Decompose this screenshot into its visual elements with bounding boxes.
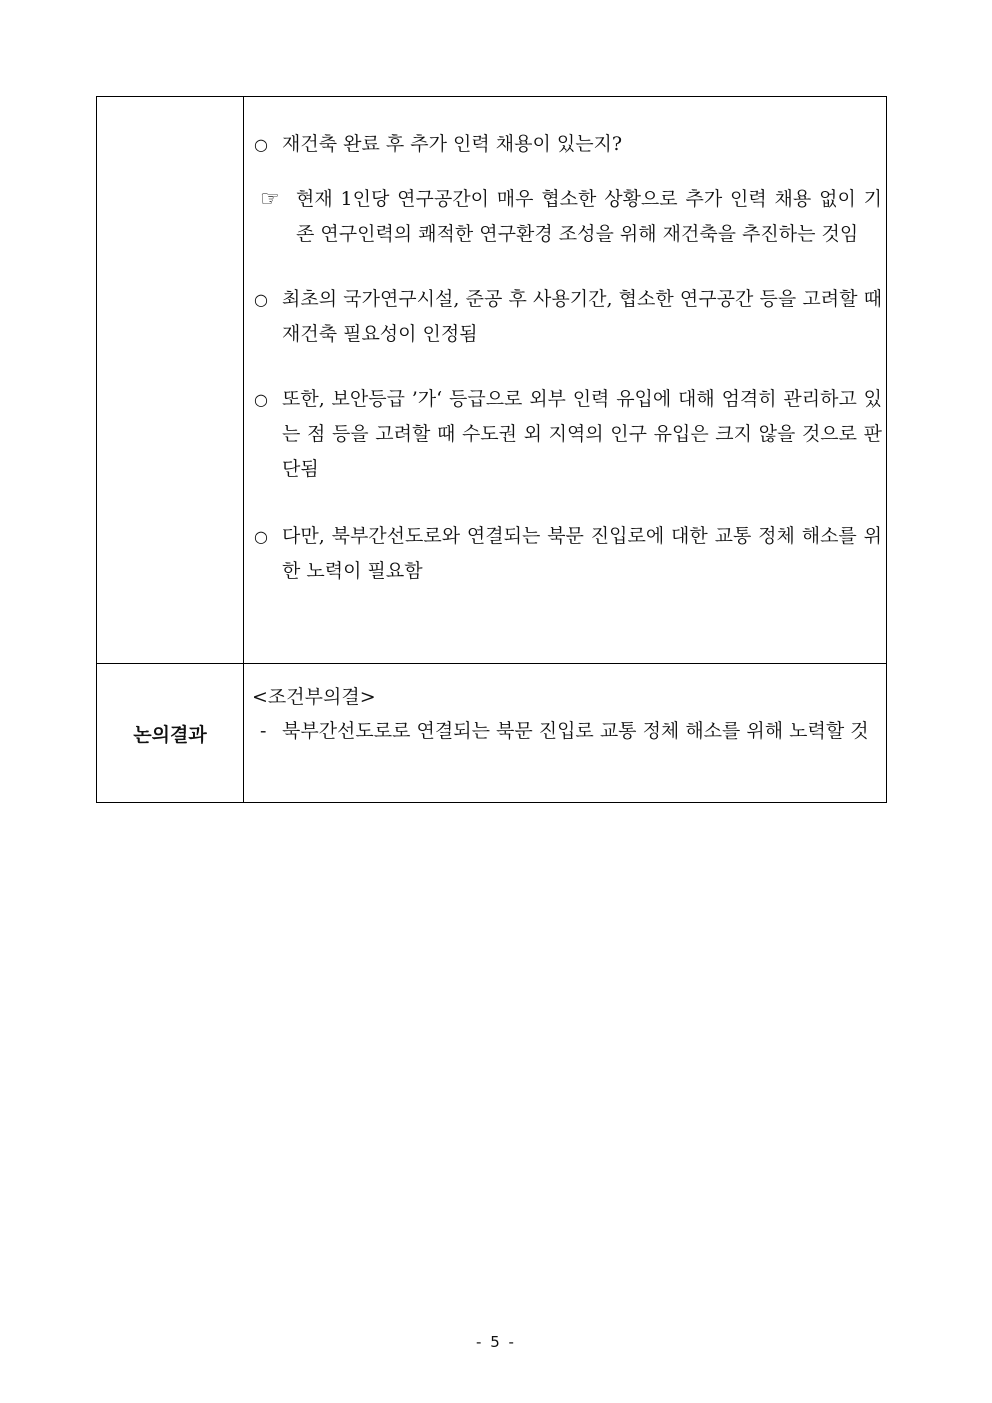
- item-text: 다만, 북부간선도로와 연결되는 북문 진입로에 대한 교통 정체 해소를 위한 노력이 필요함: [282, 525, 882, 582]
- item-text: 최초의 국가연구시설, 준공 후 사용기간, 협소한 연구공간 등을 고려할 때 재건축 필요성이 인정됨: [282, 288, 882, 345]
- discussion-result-label: 논의결과: [97, 664, 244, 803]
- list-item: [250, 519, 882, 589]
- item-text: 현재 1인당 연구공간이 매우 협소한 상황으로 추가 인력 채용 없이 기존 연구인력의 쾌적한 연구환경 조성을 위해 재건축을 추진하는 것임: [296, 188, 882, 245]
- list-item: [250, 182, 882, 252]
- list-item: [250, 382, 882, 487]
- table-row: [97, 664, 887, 803]
- list-item: [250, 282, 882, 352]
- item-text: 재건축 완료 후 추가 인력 채용이 있는지?: [282, 133, 623, 155]
- list-item: [250, 714, 882, 749]
- circle-bullet-icon: ○: [254, 135, 268, 154]
- pointing-hand-icon: ☞: [260, 187, 280, 212]
- resolution-tag: <조건부의결>: [252, 686, 376, 708]
- dash-bullet-icon: -: [260, 720, 267, 742]
- discussion-result-cell: [244, 664, 887, 803]
- page-number: - 5 -: [476, 1333, 516, 1351]
- circle-bullet-icon: ○: [254, 527, 268, 546]
- circle-bullet-icon: ○: [254, 290, 268, 309]
- content-cell: [244, 97, 887, 664]
- item-text: 북부간선도로로 연결되는 북문 진입로 교통 정체 해소를 위해 노력할 것: [282, 720, 869, 742]
- list-item: [250, 127, 882, 162]
- label-cell-empty: [97, 97, 244, 664]
- item-text: 또한, 보안등급 ’가‘ 등급으로 외부 인력 유입에 대해 엄격히 관리하고 있는 점 등을 고려할 때 수도권 외 지역의 인구 유입은 크지 않을 것으로 판단됨: [282, 388, 882, 480]
- table-row: [97, 97, 887, 664]
- review-table: [96, 96, 887, 803]
- circle-bullet-icon: ○: [254, 390, 268, 409]
